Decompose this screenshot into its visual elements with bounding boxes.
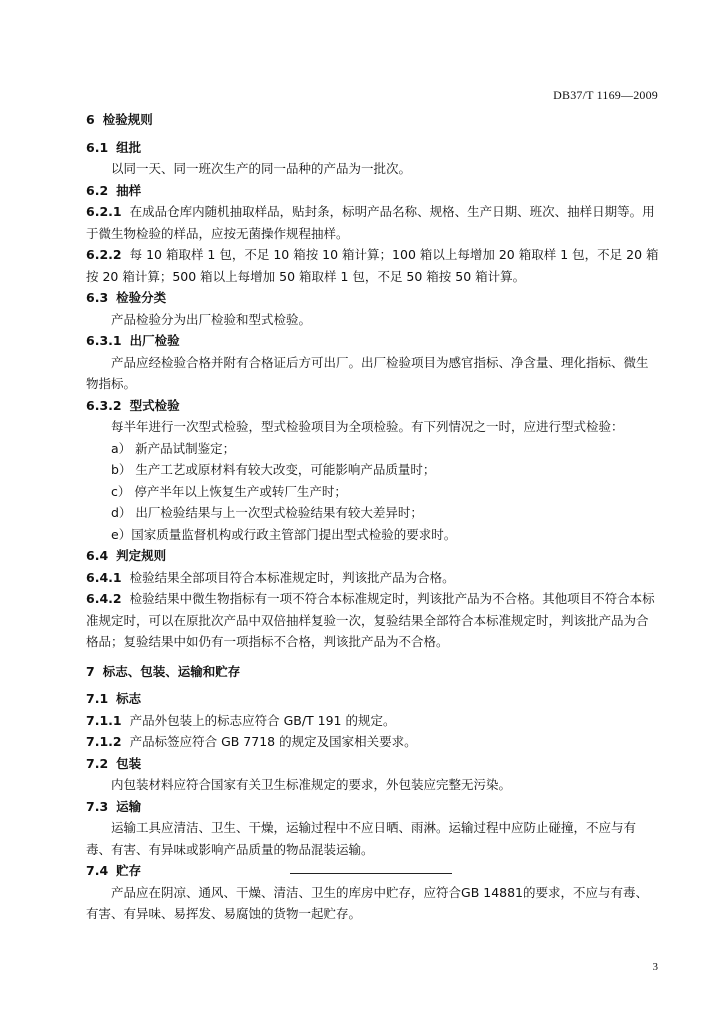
section-number: 7 bbox=[86, 663, 95, 679]
section-6-4-heading bbox=[86, 545, 660, 567]
section-title: 检验规则 bbox=[102, 112, 153, 127]
section-title: 型式检验 bbox=[129, 397, 180, 413]
section-title: 抽样 bbox=[116, 182, 142, 198]
list-item: e）国家质量监督机构或行政主管部门提出型式检验的要求时。 bbox=[111, 526, 457, 542]
clause-number: 7.1.1 bbox=[86, 712, 122, 728]
section-title: 检验分类 bbox=[116, 290, 167, 305]
section-7-4-text: 产品应在阴凉、通风、干燥、清洁、卫生的库房中贮存，应符合GB 14881的要求，不应与有毒、有害、有异味、易挥发、易腐蚀的货物一起贮存。 bbox=[86, 884, 649, 921]
section-6-3-heading bbox=[86, 287, 660, 309]
section-6-3-2-text: 每半年进行一次型式检验，型式检验项目为全项检验。有下列情况之一时，应进行型式检验： bbox=[111, 419, 624, 434]
section-6-3-1-text: 产品应经检验合格并附有合格证后方可出厂。出厂检验项目为感官指标、净含量、理化指标、微生物指标。 bbox=[86, 354, 649, 391]
section-title: 标志 bbox=[116, 691, 142, 706]
list-item: a） 新产品试制鉴定； bbox=[111, 440, 236, 456]
document-body bbox=[86, 109, 660, 925]
clause-text: 在成品仓库内随机抽取样品，贴封条，标明产品名称、规格、生产日期、班次、抽样日期等。用于微生物检验的样品，应按无菌操作规程抽样。 bbox=[86, 204, 655, 241]
section-6-heading bbox=[86, 109, 660, 131]
section-title: 标志、包装、运输和贮存 bbox=[102, 663, 241, 679]
standard-code: DB37/T 1169—2009 bbox=[553, 88, 658, 102]
clause-text: 每 10 箱取样 1 包，不足 10 箱按 10 箱计算；100 箱以上每增加 20 箱取样 1 包，不足 20 箱按 20 箱计算；500 箱以上每增加 50 箱取样 1 包，不足 50 箱按 50 箱计算。 bbox=[86, 247, 659, 284]
section-7-1-2 bbox=[86, 731, 660, 753]
section-6-3-2-heading bbox=[86, 395, 660, 417]
clause-number: 6.4.2 bbox=[86, 591, 122, 606]
section-6-3-1-heading bbox=[86, 330, 660, 352]
section-7-1-heading bbox=[86, 688, 660, 710]
section-number: 7.2 bbox=[86, 755, 109, 771]
clause-number: 6.4.1 bbox=[86, 569, 122, 585]
section-number: 7.4 bbox=[86, 863, 109, 878]
clause-text: 产品外包装上的标志应符合 GB/T 191 的规定。 bbox=[129, 712, 396, 728]
section-7-2-text: 内包装材料应符合国家有关卫生标准规定的要求，外包装应完整无污染。 bbox=[111, 777, 512, 792]
section-title: 出厂检验 bbox=[129, 333, 180, 348]
section-6-4-1 bbox=[86, 567, 660, 589]
section-7-3-heading bbox=[86, 796, 660, 818]
section-6-2-heading bbox=[86, 180, 660, 202]
section-number: 6.4 bbox=[86, 548, 109, 563]
clause-text: 产品标签应符合 GB 7718 的规定及国家相关要求。 bbox=[129, 734, 417, 749]
section-6-4-2 bbox=[86, 588, 660, 653]
section-7-2-heading bbox=[86, 753, 660, 775]
clause-text: 检验结果全部项目符合本标准规定时，判该批产品为合格。 bbox=[129, 569, 455, 585]
clause-number: 7.1.2 bbox=[86, 734, 122, 749]
section-7-3-text: 运输工具应清洁、卫生、干燥，运输过程中不应日晒、雨淋。运输过程中应防止碰撞，不应与有毒、有害、有异味或影响产品质量的物品混装运输。 bbox=[86, 820, 637, 857]
section-number: 6.1 bbox=[86, 139, 109, 155]
section-7-1-1 bbox=[86, 710, 660, 732]
page-number: 3 bbox=[652, 961, 658, 973]
clause-number: 6.2.1 bbox=[86, 204, 122, 219]
section-number: 7.3 bbox=[86, 798, 109, 814]
end-rule bbox=[290, 873, 452, 874]
section-number: 7.1 bbox=[86, 691, 109, 706]
section-7-heading bbox=[86, 661, 660, 683]
section-6-1-heading bbox=[86, 137, 660, 159]
clause-number: 6.2.2 bbox=[86, 247, 122, 262]
list-item: c） 停产半年以上恢复生产或转厂生产时； bbox=[111, 483, 347, 499]
clause-text: 检验结果中微生物指标有一项不符合本标准规定时，判该批产品为不合格。其他项目不符合本标准规定时，可以在原批次产品中双倍抽样复验一次，复验结果全部符合本标准规定时，判该批产品为合格品；复验结果中如仍有一项指标不合格，判该批产品为不合格。 bbox=[86, 591, 655, 649]
section-6-2-1 bbox=[86, 201, 660, 244]
section-7-4-heading bbox=[86, 860, 660, 882]
section-number: 6 bbox=[86, 112, 95, 127]
section-title: 运输 bbox=[116, 798, 142, 814]
list-item: b） 生产工艺或原材料有较大改变，可能影响产品质量时； bbox=[111, 462, 436, 477]
list-item: d） 出厂检验结果与上一次型式检验结果有较大差异时； bbox=[111, 505, 423, 520]
section-number: 6.3.1 bbox=[86, 333, 122, 348]
section-number: 6.3.2 bbox=[86, 397, 122, 413]
section-number: 6.2 bbox=[86, 182, 109, 198]
section-6-3-text: 产品检验分为出厂检验和型式检验。 bbox=[111, 311, 312, 327]
section-6-2-2 bbox=[86, 244, 660, 287]
section-title: 包装 bbox=[116, 755, 142, 771]
section-number: 6.3 bbox=[86, 290, 109, 305]
section-title: 贮存 bbox=[116, 863, 142, 878]
section-6-1-text: 以同一天、同一班次生产的同一品种的产品为一批次。 bbox=[111, 161, 412, 176]
section-title: 判定规则 bbox=[116, 548, 167, 563]
section-title: 组批 bbox=[116, 139, 142, 155]
